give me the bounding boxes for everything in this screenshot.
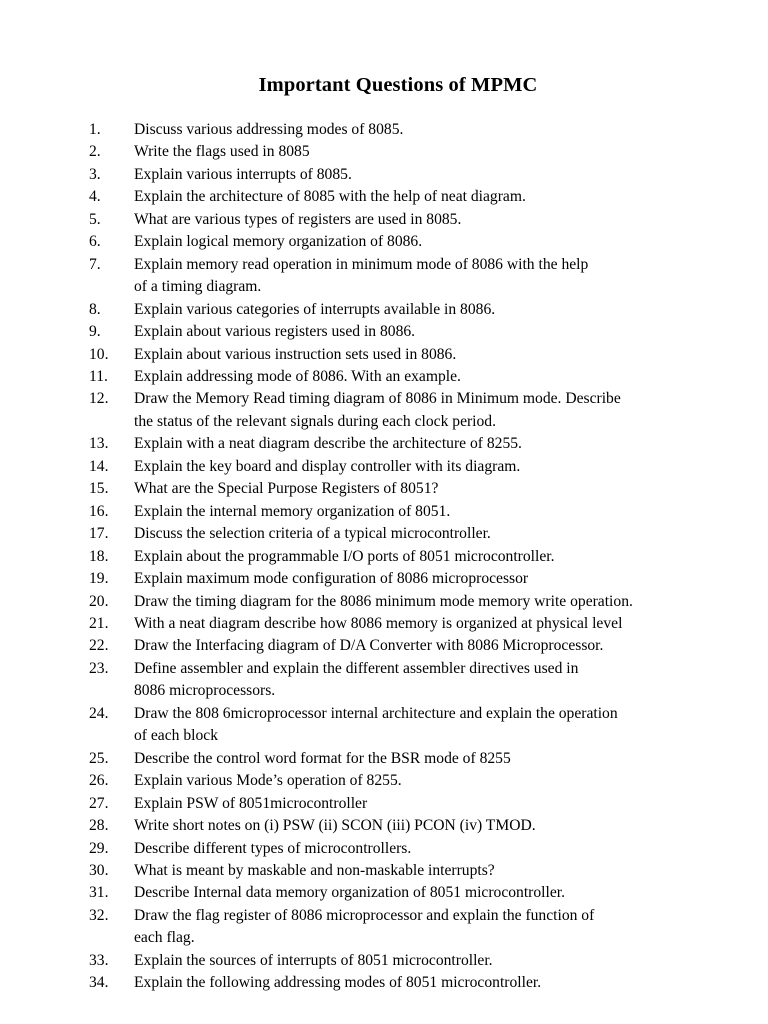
question-item xyxy=(0,254,768,299)
question-item xyxy=(0,478,768,500)
question-item xyxy=(0,591,768,613)
question-text: Discuss various addressing modes of 8085. xyxy=(134,121,404,138)
question-item xyxy=(0,321,768,343)
question-item xyxy=(0,388,768,433)
question-number: 22. xyxy=(89,637,109,655)
question-item xyxy=(0,972,768,994)
question-text: Explain with a neat diagram describe the architecture of 8255. xyxy=(134,435,522,453)
question-number: 25. xyxy=(89,749,109,767)
question-text: Draw the flag register of 8086 microprocessor and explain the function of each flag. xyxy=(134,906,595,947)
question-text: Describe Internal data memory organization of 8051 microcontroller. xyxy=(134,884,565,902)
question-item xyxy=(0,568,768,590)
question-text: What are various types of registers are used in 8085. xyxy=(134,210,462,228)
question-item xyxy=(0,523,768,545)
question-number: 31. xyxy=(89,884,109,902)
question-item xyxy=(0,501,768,523)
question-number: 4. xyxy=(89,188,101,206)
question-item xyxy=(0,546,768,568)
question-text: What are the Special Purpose Registers of 8051? xyxy=(134,480,439,498)
question-text: Explain the following addressing modes of 8051 microcontroller. xyxy=(134,974,542,992)
question-text: Describe the control word format for the BSR mode of 8255 xyxy=(134,749,511,767)
question-item xyxy=(0,119,768,141)
question-number: 16. xyxy=(89,502,109,520)
question-text: Explain PSW of 8051microcontroller xyxy=(134,794,368,812)
question-text: Explain maximum mode configuration of 8086 microprocessor xyxy=(134,570,529,588)
question-text: Explain logical memory organization of 8086. xyxy=(134,233,423,251)
question-number: 15. xyxy=(89,480,109,498)
question-item xyxy=(0,703,768,748)
question-number: 3. xyxy=(89,165,101,183)
question-number: 32. xyxy=(89,906,109,924)
question-text: Explain the architecture of 8085 with the help of neat diagram. xyxy=(134,188,526,206)
question-number: 10. xyxy=(89,345,109,363)
question-text: Draw the 808 6microprocessor internal architecture and explain the operation of each block xyxy=(134,704,618,745)
question-number: 28. xyxy=(89,817,109,835)
question-number: 5. xyxy=(89,210,101,228)
question-list xyxy=(0,119,768,995)
question-item xyxy=(0,186,768,208)
question-number: 21. xyxy=(89,614,109,632)
question-text: Draw the timing diagram for the 8086 minimum mode memory write operation. xyxy=(134,592,633,610)
question-item xyxy=(0,141,768,163)
question-item xyxy=(0,770,768,792)
question-text: Explain various Mode’s operation of 8255. xyxy=(134,772,402,790)
question-text: Explain the key board and display controller with its diagram. xyxy=(134,457,521,475)
question-text: Explain about various registers used in 8086. xyxy=(134,323,416,341)
question-number: 1. xyxy=(89,121,101,138)
question-text: Explain about the programmable I/O ports of 8051 microcontroller. xyxy=(134,547,555,565)
question-item xyxy=(0,860,768,882)
question-item xyxy=(0,882,768,904)
question-number: 2. xyxy=(89,143,101,161)
question-text: Explain about various instruction sets used in 8086. xyxy=(134,345,457,363)
question-text: Explain various categories of interrupts available in 8086. xyxy=(134,300,496,318)
question-text: What is meant by maskable and non-maskable interrupts? xyxy=(134,861,495,879)
question-item xyxy=(0,433,768,455)
question-number: 8. xyxy=(89,300,101,318)
question-item xyxy=(0,838,768,860)
question-number: 17. xyxy=(89,525,109,543)
question-item xyxy=(0,344,768,366)
question-text: Draw the Interfacing diagram of D/A Converter with 8086 Microprocessor. xyxy=(134,637,604,655)
question-number: 29. xyxy=(89,839,109,857)
question-text: Explain memory read operation in minimum mode of 8086 with the help of a timing diagram. xyxy=(134,255,589,296)
question-item xyxy=(0,793,768,815)
question-number: 23. xyxy=(89,659,109,677)
question-item xyxy=(0,299,768,321)
question-number: 11. xyxy=(89,367,108,385)
question-number: 13. xyxy=(89,435,109,453)
question-number: 26. xyxy=(89,772,109,790)
question-number: 6. xyxy=(89,233,101,251)
question-number: 20. xyxy=(89,592,109,610)
question-text: Explain addressing mode of 8086. With an example. xyxy=(134,367,461,385)
question-item xyxy=(0,950,768,972)
question-item xyxy=(0,456,768,478)
question-item xyxy=(0,905,768,950)
question-item xyxy=(0,366,768,388)
question-number: 12. xyxy=(89,390,109,408)
question-item xyxy=(0,658,768,703)
question-text: Discuss the selection criteria of a typical microcontroller. xyxy=(134,525,491,543)
page-title: Important Questions of MPMC xyxy=(258,74,538,96)
question-item xyxy=(0,748,768,770)
question-number: 18. xyxy=(89,547,109,565)
question-text: Explain the internal memory organization of 8051. xyxy=(134,502,451,520)
question-number: 27. xyxy=(89,794,109,812)
question-text: Explain various interrupts of 8085. xyxy=(134,165,352,183)
question-number: 19. xyxy=(89,570,109,588)
question-item xyxy=(0,635,768,657)
question-item xyxy=(0,209,768,231)
question-text: Draw the Memory Read timing diagram of 8086 in Minimum mode. Describe the status of the relevant signals during each clock period. xyxy=(134,390,621,430)
question-text: Describe different types of microcontrollers. xyxy=(134,839,412,857)
question-item xyxy=(0,815,768,837)
question-number: 33. xyxy=(89,951,109,969)
question-item xyxy=(0,164,768,186)
question-text: Write short notes on (i) PSW (ii) SCON (iii) PCON (iv) TMOD. xyxy=(134,817,536,835)
question-number: 14. xyxy=(89,457,109,475)
question-number: 34. xyxy=(89,974,109,992)
question-text: With a neat diagram describe how 8086 memory is organized at physical level xyxy=(134,614,623,632)
question-number: 30. xyxy=(89,861,109,879)
question-item xyxy=(0,231,768,253)
question-text: Write the flags used in 8085 xyxy=(134,143,310,161)
question-number: 7. xyxy=(89,255,101,273)
question-text: Define assembler and explain the different assembler directives used in 8086 microprocessors. xyxy=(134,659,579,700)
question-text: Explain the sources of interrupts of 8051 microcontroller. xyxy=(134,951,493,969)
question-item xyxy=(0,613,768,635)
question-number: 9. xyxy=(89,323,101,341)
question-number: 24. xyxy=(89,704,109,722)
